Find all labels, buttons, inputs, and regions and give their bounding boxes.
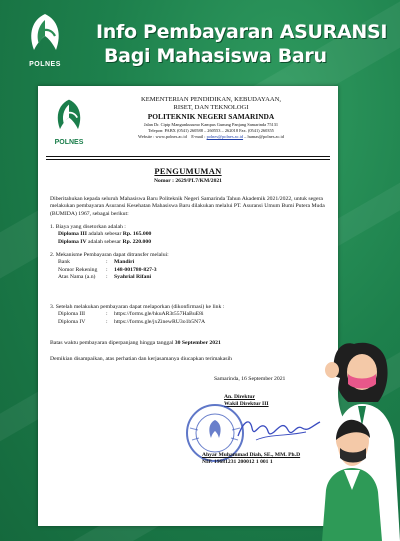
email-label: E-mail : (191, 133, 206, 139)
polnes-logo (22, 12, 68, 74)
title-line2: Bagi Mahasiswa Baru (104, 45, 327, 67)
letterhead-text (92, 96, 330, 140)
form-link-d3[interactable]: https://forms.gle/hkuAR3t557HaBuE8i (114, 311, 204, 318)
logo-text: POLNES (29, 61, 61, 68)
letter-title: PENGUMUMAN (154, 166, 222, 176)
intro-paragraph: Diberitahukan kepada seluruh Mahasiswa Baru Politeknik Negeri Samarinda Tahun Akademik 2021/2022, untuk segera melakukan pembayaran Asuransi Kesehatan Mahasiswa Baru dilakukan melalui PT. Asuransi Umum Bumi Putera Muda (BUMIDA) 1967, sebagai berikut: (50, 196, 325, 217)
confirmation-section (50, 304, 326, 326)
polnes-emblem-icon (49, 98, 89, 134)
deadline-date: 30 September 2021 (174, 340, 221, 346)
confirmation-heading: 3. Setelah melakukan pembayaran dapat melaporkan (dikonfirmasi) ke link : (50, 304, 225, 310)
email-link[interactable]: polnes@polnes.ac.id (206, 133, 244, 139)
transfer-row: Atas Nama (a.n) : Syahrial Rifani (58, 274, 152, 281)
contact-line (92, 134, 330, 140)
letter-number: Nomor : 2629/PL7/KM/2021 (154, 178, 222, 184)
letterhead-rule (46, 156, 330, 157)
phone: Telepon: PABX (0541) 260588 – 260553 – 262018 Fax. (0541) 260355 (148, 127, 274, 133)
polnes-emblem-icon (22, 12, 68, 56)
students-illustration-icon (318, 330, 400, 541)
letterhead-rule (46, 159, 330, 160)
letterhead-logo (46, 98, 92, 150)
address: Jalan Dr. Ciptp Mangunkusumo Kampus Gunung Panjang Samarinda 75131 (143, 121, 279, 127)
signature-icon (234, 414, 324, 446)
closing-paragraph: Demikian disampaikan, atas perhatian dan kerjasamanya diucapkan terimakasih (50, 356, 232, 362)
form-link-d4[interactable]: https://forms.gle/jxZinewRU3o1b5N7A (114, 318, 206, 325)
confirmation-row: Diploma IV : https://forms.gle/jxZinewRU3o1b5N7A (58, 318, 206, 325)
deadline-paragraph: Batas waktu pembayaran diperpanjang hingga tanggal 30 September 2021 (50, 340, 221, 346)
fee-heading: 1. Biaya yang disetorkan adalah : (50, 224, 126, 230)
email-extra: – humas@polnes.ac.id (244, 133, 284, 139)
ministry-line1: KEMENTERIAN PENDIDIKAN, KEBUDAYAAN, (140, 96, 282, 103)
institution-name: POLITEKNIK NEGERI SAMARINDA (147, 112, 275, 122)
fee-section (50, 224, 326, 246)
transfer-section (50, 252, 326, 282)
transfer-heading: 2. Mekanisme Pembayaran dapat ditransfer melalui: (50, 252, 169, 258)
letterhead-logo-text: POLNES (54, 139, 84, 146)
confirmation-row: Diploma III : https://forms.gle/hkuAR3t557HaBuE8i (58, 311, 204, 318)
transfer-row: Nomor Rekening : 148-001780-827-3 (58, 266, 157, 273)
title-line1: Info Pembayaran ASURANSI (96, 21, 388, 43)
announcement-letter (38, 86, 338, 526)
sign-on-behalf: An. Direktur Wakil Direktur III (224, 394, 269, 407)
sign-place-date: Samarinda, 16 September 2021 (214, 376, 286, 382)
fee-d4: Diploma IV adalah sebesar Rp. 220.000 (58, 238, 152, 245)
signatory (202, 452, 300, 466)
letterhead (46, 96, 330, 156)
ministry-line2: RISET, DAN TEKNOLOGI (173, 104, 249, 112)
page-title (96, 20, 396, 68)
fee-d3: Diploma III adalah sebesar Rp. 165.000 (58, 231, 152, 238)
transfer-row: Bank : Mandiri (58, 259, 135, 266)
signatory-name: Ahyar Muhammad Diah, SE., MM. Ph.D (202, 452, 301, 458)
signatory-nip: NIP. 19681231 200012 1 001 1 (202, 459, 273, 466)
website: Website : www.polnes.ac.id (138, 133, 187, 139)
